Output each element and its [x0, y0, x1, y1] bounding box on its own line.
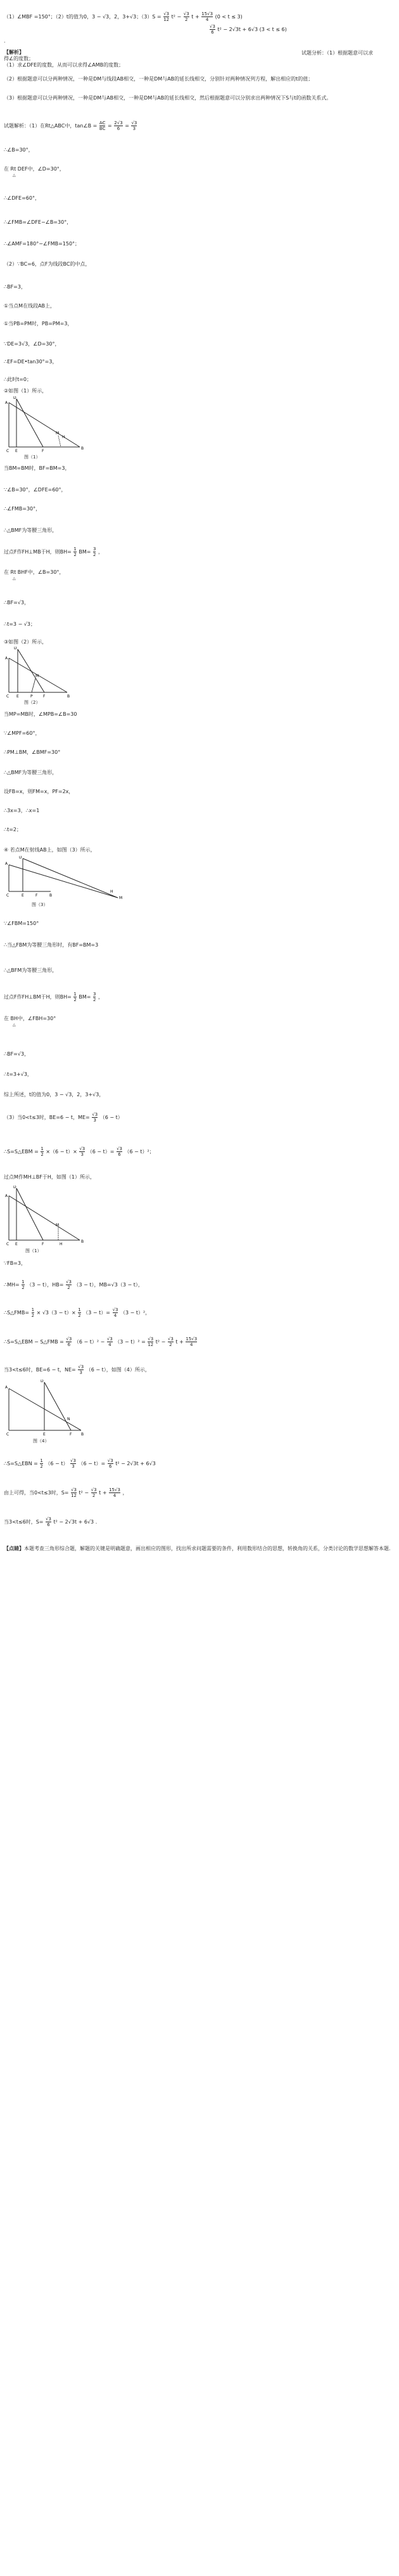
- svg-text:A: A: [5, 656, 8, 661]
- svg-text:D: D: [13, 1186, 16, 1189]
- triangle-glyph: △: [13, 173, 16, 178]
- step-31: ∵∠FBM=150°: [4, 921, 39, 926]
- svg-text:A: A: [5, 862, 8, 866]
- svg-text:M: M: [56, 1223, 60, 1227]
- svg-text:E: E: [16, 694, 19, 699]
- triangle-glyph-2: △: [13, 576, 16, 581]
- step-40: ∴S=S△EBM = $\frac{1}{2}$ ×（6 − t）× $\frac{√3}{3}$ （6 − t）= $\frac{√3}{6}$ （6 − t）²；: [4, 1146, 155, 1157]
- step-2: 在 Rt DEF中，∠D=30°，: [4, 166, 65, 172]
- svg-text:M: M: [35, 674, 39, 678]
- solution-intro: 试题解析：（1）在Rt△ABC中，tan∠B = $\frac{AC}{BC}$ = $\frac{2√3}{6}$ = $\frac{√3}{3}$: [4, 120, 137, 131]
- step-47: ∴S=S△EBN = $\frac{1}{2}$ （6 − t） $\frac{√3}{3}$ （6 − t）= $\frac{√3}{6}$ t² − 2√3t + 6√3: [4, 1458, 156, 1469]
- svg-text:E: E: [43, 1432, 46, 1437]
- svg-text:N: N: [67, 1417, 70, 1421]
- svg-text:B: B: [81, 1432, 84, 1437]
- step-29: ∴t=2；: [4, 827, 22, 832]
- svg-text:B: B: [67, 694, 70, 699]
- svg-text:D: D: [19, 856, 22, 860]
- svg-text:C: C: [6, 1432, 10, 1437]
- step-28: ∴3x=3，∴x=1: [4, 808, 40, 813]
- svg-text:E: E: [22, 893, 24, 898]
- step-37: ∴t=3+√3，: [4, 1071, 32, 1077]
- figure-4: [4, 1186, 86, 1246]
- step-8: ①当点M在线段AB上，: [4, 303, 56, 309]
- analysis-line-1: 得∠的度数；: [4, 56, 34, 61]
- step-27: 设FB=x，则FM=x，PF=2x，: [4, 789, 74, 794]
- step-48: 由上可得，当0<t≤3时，S= $\frac{√3}{12}$ t² − $\frac{√3}{2}$ t + $\frac{15√3}{4}$ ，: [4, 1487, 128, 1498]
- svg-text:F: F: [42, 449, 44, 453]
- step-24: ∵∠MPF=60°，: [4, 730, 41, 736]
- step-42: ∵FB=3，: [4, 1260, 26, 1266]
- figure-5: [4, 1380, 86, 1437]
- triangle-glyph-3: △: [13, 1023, 16, 1027]
- svg-text:F: F: [43, 694, 46, 699]
- svg-text:C: C: [6, 694, 10, 699]
- analysis-line-1b: （1）求∠DFE的度数，从而可以求得∠AMB的度数；: [4, 62, 124, 68]
- figure-2: [4, 647, 73, 699]
- step-19: 在 Rt BHF中，∠B=30°，: [4, 569, 65, 575]
- step-25: ∴PM⊥BM，∠BMF=30°: [4, 749, 61, 755]
- svg-text:H: H: [60, 1242, 63, 1246]
- svg-text:F: F: [70, 1432, 72, 1437]
- step-22: ③如图（2）所示，: [4, 639, 48, 645]
- step-1: ∴∠B=30°，: [4, 147, 34, 153]
- step-46: 当3<t≤6时，BE=6 − t，NE= $\frac{√3}{3}$ （6 − t），如图（4）所示，: [4, 1364, 150, 1375]
- step-16: ∴∠FMB=30°，: [4, 506, 41, 512]
- step-6: （2）∵BC=6，点F为线段BC的中点，: [4, 261, 91, 267]
- analysis-tag: 试题分析：（1）根据题意可以求: [301, 50, 374, 56]
- step-35: 在 BH中，∠FBH=30°: [4, 1016, 56, 1021]
- step-32: ∴当△FBM为等腰三角形时，有BF=BM=3: [4, 942, 99, 948]
- svg-text:P: P: [30, 694, 33, 699]
- svg-text:H: H: [110, 890, 113, 894]
- step-20: ∴BF=√3，: [4, 600, 30, 605]
- analysis-heading: 【解析】: [4, 49, 24, 55]
- step-36: ∴BF=√3，: [4, 1051, 30, 1057]
- svg-text:B: B: [81, 446, 84, 451]
- answer-line-1: （1）∠MBF =150°；（2）t的值为0，3 − √3，2，3+√3；（3）S = $\frac{√3}{12}$ t² − $\frac{√3}{2}$ t + $\frac{15√3}{4}$ (0 < t ≤ 3): [4, 11, 243, 22]
- svg-text:C: C: [6, 1242, 10, 1246]
- svg-text:E: E: [15, 1242, 18, 1246]
- analysis-line-3: （3）根据题意可以分两种情况，一种是DM与AB相交，一种是DM与AB的延长线相交，然后根据题意可以分别求出两种情况下S与t的函数关系式。: [4, 95, 332, 101]
- step-44: ∴S△FMB= $\frac{1}{2}$ × √3（3 − t）× $\frac{1}{2}$ （3 − t）= $\frac{√3}{4}$ （3 − t）²，: [4, 1307, 151, 1318]
- figure-1: [4, 396, 86, 453]
- svg-text:C: C: [6, 449, 10, 453]
- step-17: ∴△BMF为等腰三角形，: [4, 527, 58, 533]
- step-7: ∴BF=3，: [4, 284, 26, 290]
- svg-text:C: C: [6, 893, 10, 898]
- step-21: ∴t=3 − √3；: [4, 621, 35, 627]
- step-45: ∴S=S△EBM − S△FMB = $\frac{√3}{6}$ （6 − t）² − $\frac{√3}{4}$ （3 − t）² = $\frac{√3}{12}$ t² − $\frac{√3}{2}$ t + $\frac{15√3}{4}$: [4, 1337, 198, 1347]
- step-11: ∴EF=DE•tan30°=3，: [4, 359, 58, 365]
- step-41: 过点M作MH⊥BF于H，如图（1）所示，: [4, 1174, 95, 1180]
- figure-4-caption: 图（1）: [25, 1248, 42, 1253]
- step-9: ①当PB=PM时，PB=PM=3，: [4, 321, 73, 327]
- svg-text:A: A: [5, 401, 8, 405]
- svg-text:B: B: [81, 1239, 84, 1244]
- svg-text:H: H: [62, 435, 65, 439]
- step-3: ∴∠DFE=60°，: [4, 195, 40, 201]
- step-15: ∵∠B=30°，∠DFE=60°，: [4, 487, 66, 493]
- step-10: ∵DE=3√3，∠D=30°，: [4, 341, 60, 347]
- svg-text:M: M: [56, 431, 60, 436]
- step-23: 当MP=MB时，∠MPB=∠B=30: [4, 711, 77, 717]
- svg-text:M: M: [119, 896, 123, 900]
- svg-text:F: F: [42, 1242, 44, 1246]
- note-block: 【点睛】本题考查三角形综合题，解题的关键是明确题意，画出相应的图形，找出所求问题需要的条件，利用数形结合的思想，转换角的关系，分类讨论的数学思想解答本题.: [4, 1546, 391, 1551]
- step-30: ④ 若点M在射线AB上，如图（3）所示，: [4, 847, 96, 853]
- step-39: （3）当0<t≤3时，BE=6 − t，ME= $\frac{√3}{3}$ （6 − t）: [4, 1112, 123, 1123]
- figure-3: [4, 856, 124, 900]
- figure-1-caption: 图（1）: [24, 455, 41, 460]
- step-38: 综上所述，t的值为0，3 − √3，2，3+√3，: [4, 1092, 104, 1097]
- step-26: ∴△BMF为等腰三角形，: [4, 770, 58, 775]
- step-34: 过点F作FH⊥BM于H，则BH= $\frac{1}{2}$ BM= $\frac{3}{2}$ ，: [4, 992, 104, 1002]
- svg-text:D: D: [13, 396, 16, 400]
- figure-3-caption: 图（3）: [32, 902, 48, 907]
- step-4: ∴∠FMB=∠DFE−∠B=30°，: [4, 219, 72, 225]
- svg-text:D: D: [14, 647, 17, 650]
- figure-5-caption: 图（4）: [33, 1439, 49, 1444]
- analysis-line-2: （2）根据题意可以分两种情况，一种是DM与线段AB相交，一种是DM与AB的延长线相交，分别针对两种情况列方程，解出相应的t的值；: [4, 76, 314, 82]
- step-13: ②如图（1）所示，: [4, 388, 48, 394]
- step-49: 当3<t≤6时，S= $\frac{√3}{6}$ t² − 2√3t + 6√3 .: [4, 1517, 98, 1527]
- svg-text:F: F: [35, 893, 38, 898]
- step-14: 当BM=BM时，BF=BM=3，: [4, 465, 70, 471]
- step-43: ∴MH= $\frac{1}{2}$ （3 − t），HB= $\frac{√3}{2}$ （3 − t），MB=√3（3 − t），: [4, 1279, 143, 1290]
- answer-dot: .: [4, 38, 6, 44]
- step-12: ∴此时t=0；: [4, 377, 32, 382]
- answer-line-2: $\frac{√3}{6}$ t² − 2√3t + 6√3 (3 < t ≤ 6): [210, 24, 287, 35]
- step-33: ∴△BFM为等腰三角形，: [4, 968, 58, 973]
- svg-text:A: A: [5, 1385, 8, 1390]
- svg-text:A: A: [5, 1194, 8, 1198]
- figure-2-caption: 图（2）: [24, 700, 41, 705]
- svg-text:E: E: [15, 449, 18, 453]
- svg-text:B: B: [49, 893, 53, 898]
- step-5: ∴∠AMF=180°−∠FMB=150°；: [4, 241, 80, 247]
- step-18: 过点F作FH⊥MB于H，则BH= $\frac{1}{2}$ BM= $\frac{3}{2}$ ，: [4, 547, 104, 557]
- svg-text:D: D: [41, 1380, 44, 1383]
